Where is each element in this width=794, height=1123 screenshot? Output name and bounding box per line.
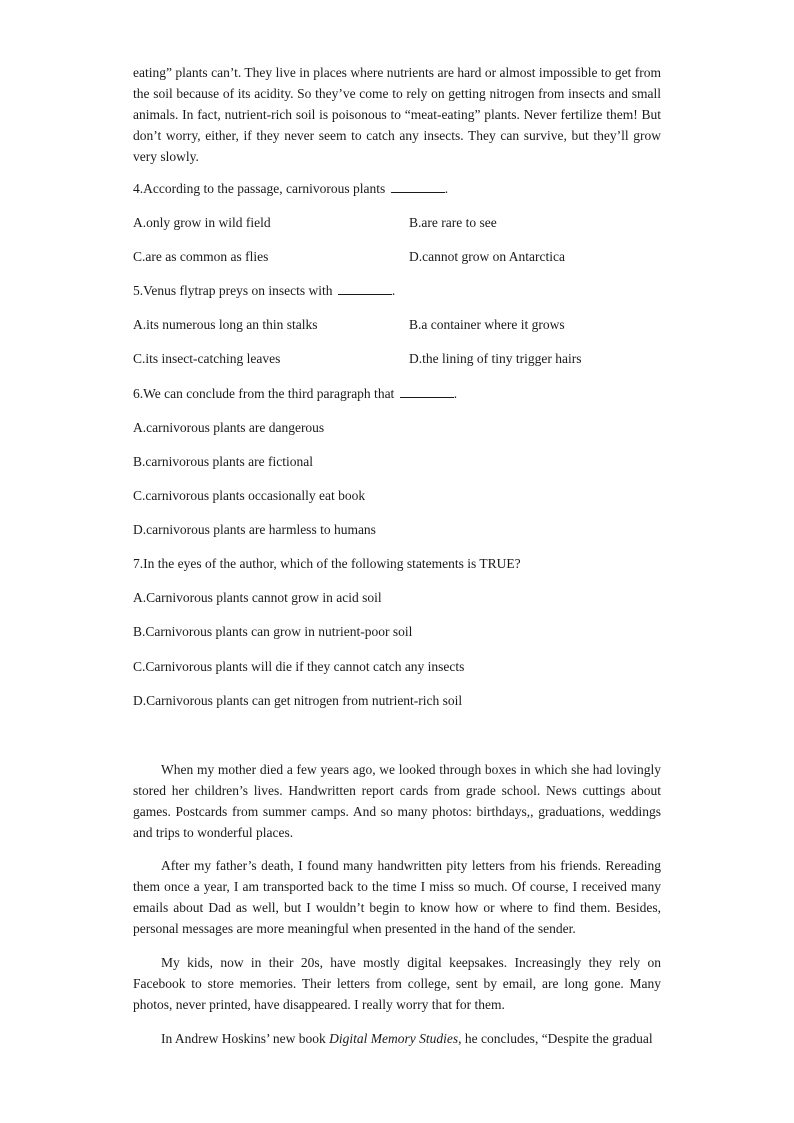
question-7-stem: 7.In the eyes of the author, which of the following statements is TRUE? <box>133 556 521 571</box>
question-6-stem <box>133 385 457 403</box>
question-5-option-d: D.the lining of tiny trigger hairs <box>409 351 582 366</box>
question-5-text: 5.Venus flytrap preys on insects with <box>133 283 333 298</box>
question-7-option-a: A.Carnivorous plants cannot grow in acid soil <box>133 590 382 605</box>
question-6-option-a: A.carnivorous plants are dangerous <box>133 420 325 435</box>
question-6-option-d: D.carnivorous plants are harmless to humans <box>133 522 376 537</box>
question-4-option-a: A.only grow in wild field <box>133 215 271 230</box>
question-4-option-d: D.cannot grow on Antarctica <box>409 249 565 264</box>
question-6-text: 6.We can conclude from the third paragraph that <box>133 386 395 401</box>
passage-paragraph: After my father’s death, I found many handwritten pity letters from his friends. Rereading them once a year, I am transported back to the time I miss so much. Of course, I received many emails about Dad as well, but I wouldn’t begin to know how or where to find them. Besides, personal messages are more meaningful when presented in the hand of the sender. <box>133 858 661 936</box>
book-title: Digital Memory Studies <box>329 1031 459 1046</box>
question-7-option-c: C.Carnivorous plants will die if they cannot catch any insects <box>133 659 465 674</box>
answer-blank <box>400 385 454 398</box>
question-7-option-d: D.Carnivorous plants can get nitrogen from nutrient-rich soil <box>133 693 463 708</box>
question-4-option-b: B.are rare to see <box>409 215 497 230</box>
paragraph-text: , he concludes, “Despite the gradual <box>458 1031 653 1046</box>
question-5-option-c: C.its insect-catching leaves <box>133 351 281 366</box>
passage-paragraph: When my mother died a few years ago, we looked through boxes in which she had lovingly stored her children’s lives. Handwritten report cards from grade school. News cuttings about games. Postcards from summer camps. And so many photos: birthdays,, graduations, weddings and trips to wonderful places. <box>133 762 661 840</box>
question-7-option-b: B.Carnivorous plants can grow in nutrient-poor soil <box>133 624 413 639</box>
paragraph-text: In Andrew Hoskins’ new book <box>161 1031 330 1046</box>
question-5-option-b: B.a container where it grows <box>409 317 565 332</box>
answer-blank <box>338 282 392 295</box>
question-4-end: . <box>444 181 449 196</box>
passage-paragraph: My kids, now in their 20s, have mostly digital keepsakes. Increasingly they rely on Facebook to store memories. Their letters from college, sent by email, are long gone. Many photos, never printed, have disappeared. I really worry that for them. <box>133 955 661 1012</box>
passage-paragraph <box>133 1028 661 1049</box>
question-5-end: . <box>391 283 396 298</box>
question-5-stem <box>133 282 395 300</box>
question-6-end: . <box>453 386 458 401</box>
intro-paragraph: eating” plants can’t. They live in places where nutrients are hard or almost impossible to get from the soil because of its acidity. So they’ve come to rely on getting nitrogen from insects and small animals. In fact, nutrient-rich soil is poisonous to “meat-eating” plants. Never fertilize them! But don’t worry, either, if they never seem to catch any insects. They can survive, but they’ll grow very slowly. <box>133 65 661 164</box>
answer-blank <box>391 180 445 193</box>
question-6-option-c: C.carnivorous plants occasionally eat book <box>133 488 366 503</box>
question-4-text: 4.According to the passage, carnivorous plants <box>133 181 386 196</box>
question-4-stem <box>133 180 448 198</box>
question-6-option-b: B.carnivorous plants are fictional <box>133 454 313 469</box>
question-4-option-c: C.are as common as flies <box>133 249 269 264</box>
question-5-option-a: A.its numerous long an thin stalks <box>133 317 318 332</box>
